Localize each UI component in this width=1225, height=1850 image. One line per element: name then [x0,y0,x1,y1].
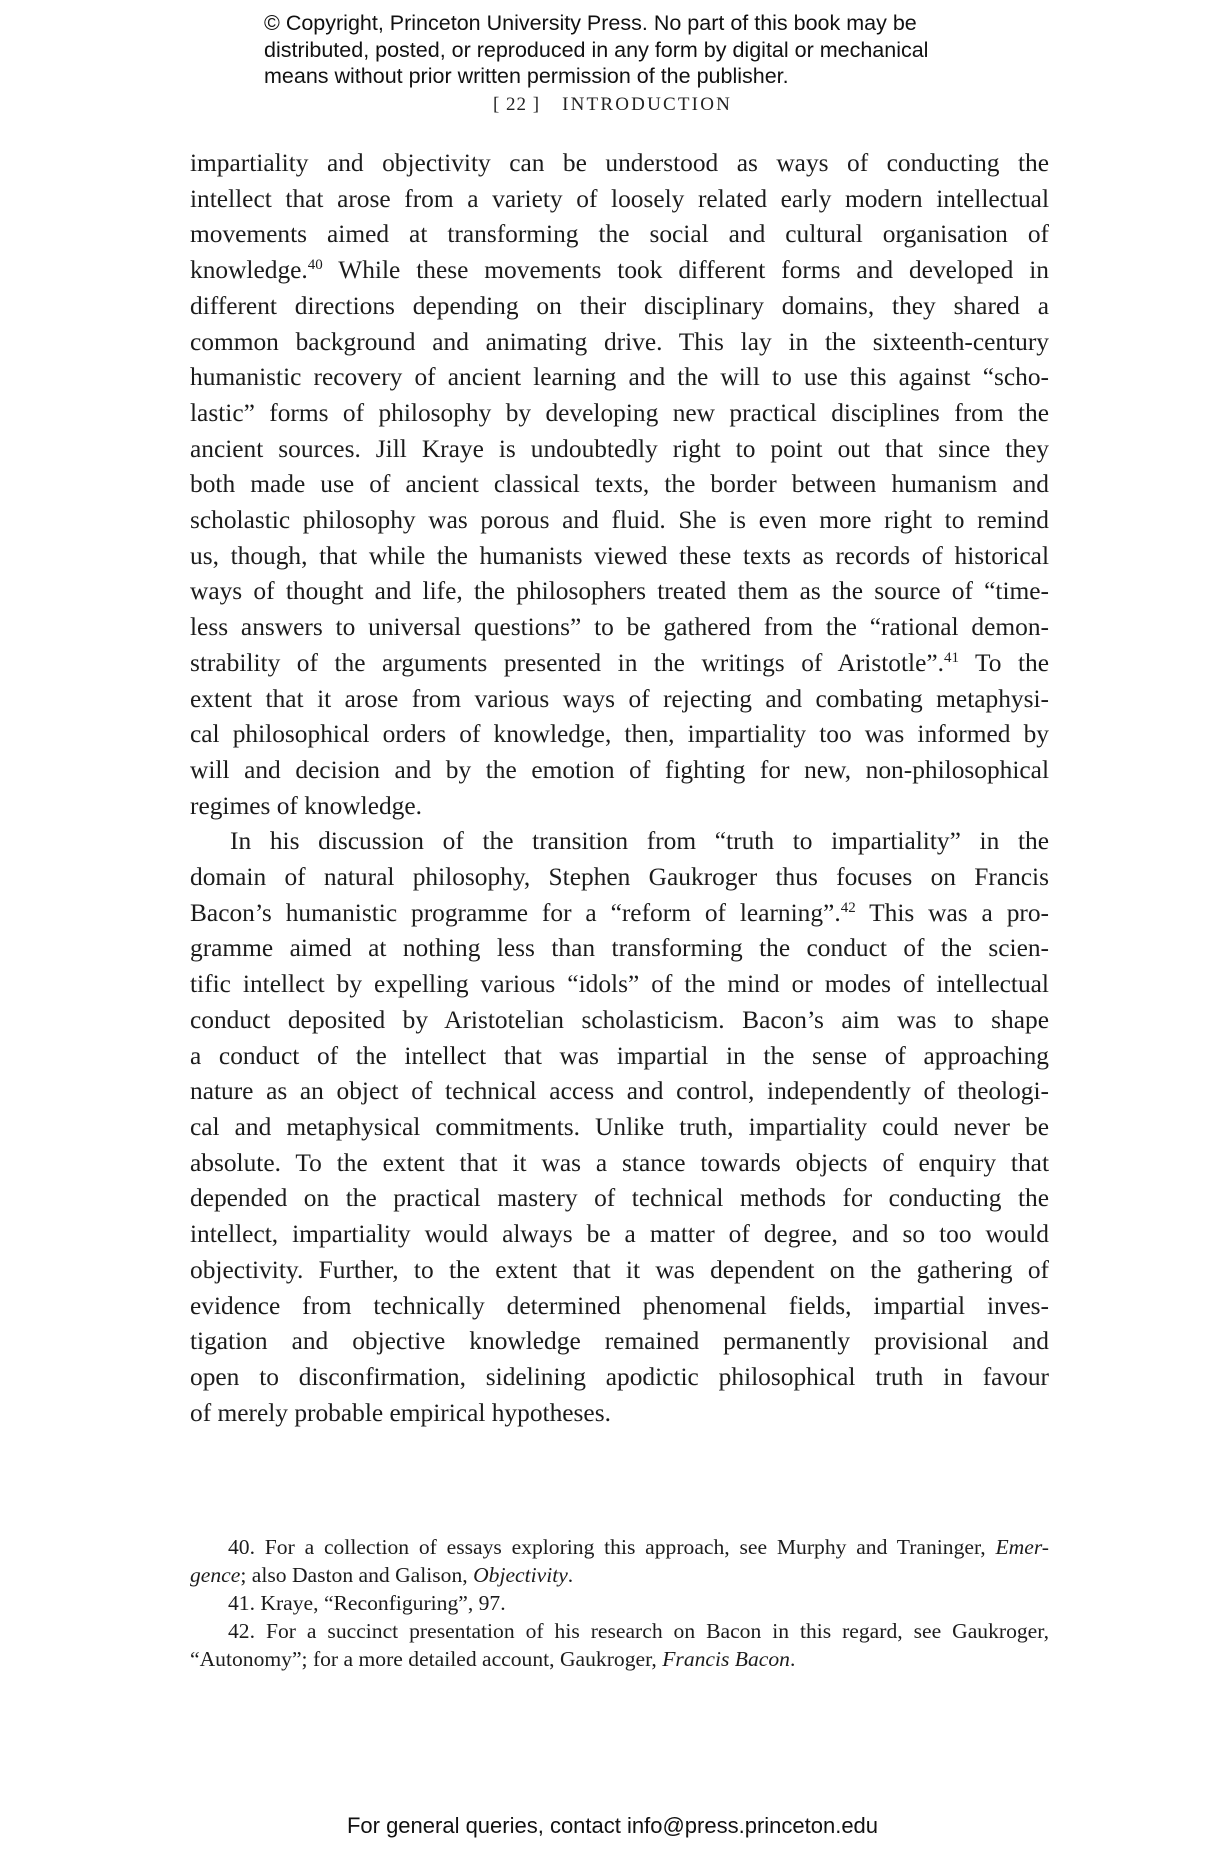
running-head [0,94,1225,116]
footer-contact: For general queries, contact info@press.princeton.edu [346,1813,879,1838]
copyright-line: © Copyright, Princeton University Press. No part of this book may be [264,11,917,35]
copyright-line: means without prior written permission of the publisher. [264,64,789,88]
text-segment: knowledge. [190,256,308,285]
text-line: cal philosophical orders of knowledge, then, impartiality too was informed by [190,720,1049,749]
text-line: tific intellect by expelling various “idols” of the mind or modes of intellectual [190,970,1049,999]
footnote-line [190,1533,1049,1561]
footnote-text: . [789,1647,796,1671]
footnote-text: . [567,1563,574,1587]
text-line: extent that it arose from various ways of rejecting and combating metaphysi- [190,684,1049,713]
footnote-italic: Emer- [995,1535,1049,1559]
text-segment: To the [958,648,1050,677]
footnote-41 [190,1589,1049,1617]
text-line: less answers to universal questions” to be gathered from the “rational demon- [190,613,1049,642]
text-line: intellect, impartiality would always be a matter of degree, and so too would [190,1220,1049,1249]
copyright-line: distributed, posted, or reproduced in any form by digital or mechanical [264,37,929,62]
footnote-italic: Francis Bacon [662,1647,790,1671]
text-line: regimes of knowledge. [190,791,422,820]
text-line [190,253,1049,289]
body-text [190,146,1049,1431]
footnote-line: 41. Kraye, “Reconfiguring”, 97. [228,1591,506,1615]
footnote-40 [190,1533,1049,1589]
text-line: absolute. To the extent that it was a stance towards objects of enquiry that [190,1148,1049,1177]
text-line: lastic” forms of philosophy by developing new practical disciplines from the [190,398,1049,427]
text-line: will and decision and by the emotion of fighting for new, non-philosophical [190,755,1049,784]
text-line [190,896,1049,932]
footnote-line: 42. For a succinct presentation of his research on Bacon in this regard, see Gaukroger, [228,1619,1049,1643]
text-line: intellect that arose from a variety of loosely related early modern intellectual [190,184,1049,213]
text-line: humanistic recovery of ancient learning and the will to use this against “scho- [190,363,1049,392]
footnote-line [190,1645,1049,1673]
text-line: nature as an object of technical access and control, independently of theologi- [190,1077,1049,1106]
text-segment: strability of the arguments presented in the writings of Aristotle”. [190,648,944,677]
text-line: scholastic philosophy was porous and fluid. She is even more right to remind [190,506,1049,535]
paragraph [190,146,1049,824]
footnote-reference[interactable]: 41 [943,649,959,666]
text-segment: While these movements took different forms and developed in [322,256,1049,285]
text-line: cal and metaphysical commitments. Unlike truth, impartiality could never be [190,1112,1049,1141]
text-line: ways of thought and life, the philosophers treated them as the source of “time- [190,577,1049,606]
footnote-text: ; also Daston and Galison, [240,1563,474,1587]
text-line: evidence from technically determined phenomenal fields, impartial inves- [190,1291,1049,1320]
footnote-italic: Objectivity [473,1563,568,1587]
footnote-line [190,1561,1049,1589]
section-title: INTRODUCTION [562,94,733,115]
text-line: different directions depending on their disciplinary domains, they shared a [190,291,1049,320]
paragraph [190,824,1049,1431]
text-line: depended on the practical mastery of technical methods for conducting the [190,1184,1049,1213]
footnote-italic: gence [190,1563,241,1587]
text-line: objectivity. Further, to the extent that it was dependent on the gathering of [190,1255,1049,1284]
text-line: In his discussion of the transition from “truth to impartiality” in the [230,827,1049,856]
text-line: of merely probable empirical hypotheses. [190,1398,611,1427]
copyright-notice [264,10,984,90]
text-line: ancient sources. Jill Kraye is undoubtedly right to point out that since they [190,434,1049,463]
footnote-text: “Autonomy”; for a more detailed account, Gaukroger, [190,1647,663,1671]
text-line: common background and animating drive. This lay in the sixteenth-century [190,327,1049,356]
text-line: domain of natural philosophy, Stephen Gaukroger thus focuses on Francis [190,863,1049,892]
text-line: both made use of ancient classical texts, the border between humanism and [190,470,1049,499]
page-number: [ 22 ] [492,94,541,115]
footnote-reference[interactable]: 42 [840,899,856,916]
text-line [190,646,1049,682]
footnote-text: 40. For a collection of essays exploring this approach, see Murphy and Traninger, [228,1535,996,1559]
text-line: tigation and objective knowledge remained permanently provisional and [190,1327,1049,1356]
text-segment: This was a pro- [855,898,1049,927]
footnote-42 [190,1617,1049,1673]
text-line: a conduct of the intellect that was impartial in the sense of approaching [190,1041,1049,1070]
text-line: conduct deposited by Aristotelian scholasticism. Bacon’s aim was to shape [190,1005,1049,1034]
text-line: open to disconfirmation, sidelining apodictic philosophical truth in favour [190,1362,1049,1391]
text-line: us, though, that while the humanists viewed these texts as records of historical [190,541,1049,570]
footnotes [190,1533,1049,1673]
footnote-reference[interactable]: 40 [307,257,323,274]
text-line: impartiality and objectivity can be understood as ways of conducting the [190,149,1049,177]
text-line: movements aimed at transforming the social and cultural organisation of [190,220,1049,249]
text-segment: Bacon’s humanistic programme for a “reform of learning”. [190,898,841,927]
text-line: gramme aimed at nothing less than transforming the conduct of the scien- [190,934,1049,963]
